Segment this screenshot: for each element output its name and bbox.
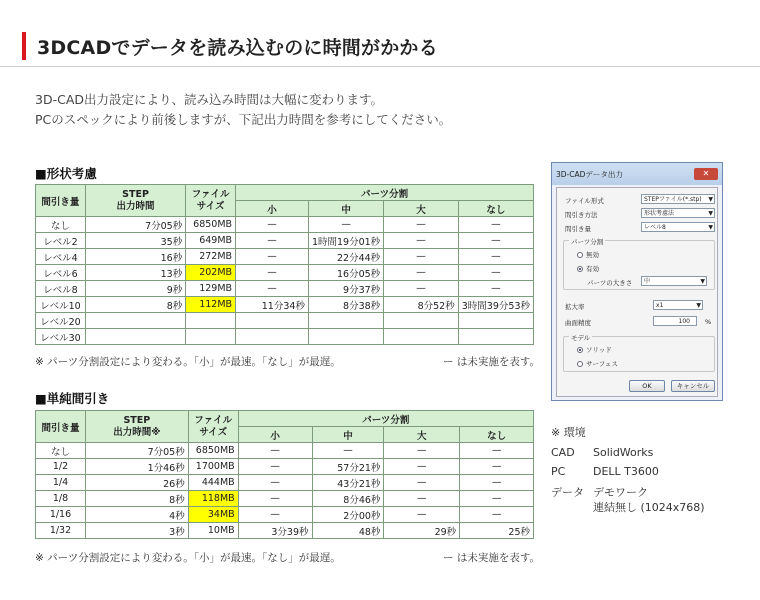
table-row	[36, 297, 534, 313]
table-cell: 6850MB	[186, 217, 236, 233]
table-row	[36, 233, 534, 249]
table-cell: 26秒	[85, 475, 188, 491]
intro-text	[35, 90, 451, 130]
table-cell: —	[384, 249, 459, 265]
table-cell: 29秒	[384, 523, 460, 539]
title-accent-bar	[22, 32, 26, 60]
table-row	[36, 523, 534, 539]
table-cell	[85, 313, 185, 329]
chevron-down-icon: ▼	[696, 302, 701, 309]
table-cell: 57分21秒	[312, 459, 384, 475]
table-cell: —	[236, 249, 309, 265]
precision-unit: %	[705, 318, 712, 326]
radio-surface[interactable]: サーフェス	[577, 359, 618, 368]
thin-amount-label: 間引き量	[565, 225, 591, 233]
header-parts-medium: 中	[312, 427, 384, 443]
header-parts-small: 小	[236, 201, 309, 217]
table-cell: —	[236, 217, 309, 233]
table-cell	[85, 329, 185, 345]
table-cell: レベル20	[36, 313, 86, 329]
table-row	[36, 475, 534, 491]
table-row	[36, 507, 534, 523]
chevron-down-icon: ▼	[708, 210, 713, 217]
table-cell: —	[458, 233, 533, 249]
table-cell: 8秒	[85, 491, 188, 507]
table-cell: —	[238, 443, 312, 459]
table-cell: 2分00秒	[312, 507, 384, 523]
dialog-body	[556, 187, 718, 397]
table-cell: 3秒	[85, 523, 188, 539]
table-row	[36, 217, 534, 233]
table-cell: —	[384, 443, 460, 459]
table-cell: 16秒	[85, 249, 185, 265]
table-cell: 129MB	[186, 281, 236, 297]
file-format-label: ファイル形式	[565, 197, 604, 205]
env-row-pc: PC DELL T3600	[551, 465, 659, 478]
table-cell: 1時間19分01秒	[308, 233, 383, 249]
table-cell	[236, 313, 309, 329]
table-cell	[308, 313, 383, 329]
thin-method-select[interactable]: 形状考慮法 ▼	[641, 208, 715, 218]
table-body	[36, 217, 534, 345]
table-row	[36, 313, 534, 329]
scale-label: 拡大率	[565, 303, 585, 311]
table-cell: 8秒	[85, 297, 185, 313]
table-cell: —	[384, 217, 459, 233]
parts-size-select[interactable]: 中 ▼	[641, 276, 707, 286]
chevron-down-icon: ▼	[700, 278, 705, 285]
table-cell: 444MB	[188, 475, 238, 491]
radio-icon	[577, 252, 583, 258]
table-cell	[384, 329, 459, 345]
table-cell: —	[458, 265, 533, 281]
table-cell: —	[384, 281, 459, 297]
scale-select[interactable]: x1 ▼	[653, 300, 703, 310]
table-cell: —	[458, 249, 533, 265]
header-parts-small: 小	[238, 427, 312, 443]
title-divider	[0, 66, 760, 67]
chevron-down-icon: ▼	[708, 196, 713, 203]
table-cell: —	[460, 459, 534, 475]
table-cell: 3分39秒	[238, 523, 312, 539]
table-cell: 7分05秒	[85, 443, 188, 459]
table-cell: 35秒	[85, 233, 185, 249]
parts-group-label: パーツ分割	[571, 238, 604, 246]
table-cell: 16分05秒	[308, 265, 383, 281]
table-row	[36, 459, 534, 475]
env-row-cad: CAD SolidWorks	[551, 446, 654, 459]
table-cell: 1/16	[36, 507, 86, 523]
header-file-size: ファイル サイズ	[186, 185, 236, 217]
table-cell: —	[384, 459, 460, 475]
cad-export-dialog	[551, 162, 723, 401]
table-cell: 6850MB	[188, 443, 238, 459]
table-cell: —	[384, 475, 460, 491]
table-cell	[458, 329, 533, 345]
table-cell: レベル4	[36, 249, 86, 265]
thin-method-label: 間引き方法	[565, 211, 598, 219]
precision-label: 曲面精度	[565, 319, 591, 327]
header-parts: パーツ分割	[236, 185, 534, 201]
page-title: 3DCADでデータを読み込むのに時間がかかる	[37, 36, 438, 59]
table-cell: 34MB	[188, 507, 238, 523]
table-cell: 4秒	[85, 507, 188, 523]
table-cell: —	[384, 491, 460, 507]
radio-none[interactable]: 無効	[577, 250, 599, 259]
note-left: ※ パーツ分割設定により変わる。「小」が最速。「なし」が最遅。	[35, 552, 341, 564]
table-cell: 118MB	[188, 491, 238, 507]
table-cell: 8分52秒	[384, 297, 459, 313]
cancel-button[interactable]: キャンセル	[671, 380, 715, 392]
table-cell: —	[384, 507, 460, 523]
header-parts-large: 大	[384, 201, 459, 217]
table-cell: —	[238, 507, 312, 523]
thin-amount-select[interactable]: レベル8 ▼	[641, 222, 715, 232]
table-cell: 13秒	[85, 265, 185, 281]
table-cell: —	[460, 443, 534, 459]
table-row	[36, 281, 534, 297]
radio-enabled[interactable]: 有効	[577, 264, 599, 273]
table-cell: 1700MB	[188, 459, 238, 475]
note-left: ※ パーツ分割設定により変わる。「小」が最速。「なし」が最遅。	[35, 356, 341, 368]
section-heading-simple: ■単純間引き	[35, 391, 110, 406]
radio-selected-icon	[577, 347, 583, 353]
table-cell: —	[238, 491, 312, 507]
table-cell: 48秒	[312, 523, 384, 539]
table-cell: —	[460, 491, 534, 507]
header-step-time: STEP 出力時間※	[85, 411, 188, 443]
table-cell: レベル2	[36, 233, 86, 249]
precision-input[interactable]: 100	[653, 316, 697, 326]
table-cell: 25秒	[460, 523, 534, 539]
header-parts-medium: 中	[308, 201, 383, 217]
header-thin: 間引き量	[36, 411, 86, 443]
table-row	[36, 265, 534, 281]
table-cell: —	[238, 475, 312, 491]
note-shape	[35, 354, 540, 369]
simple-thinning-table	[35, 410, 534, 539]
table-row	[36, 443, 534, 459]
table-cell: 7分05秒	[85, 217, 185, 233]
header-file-size: ファイル サイズ	[188, 411, 238, 443]
table-cell: —	[460, 475, 534, 491]
table-cell	[186, 329, 236, 345]
table-cell	[236, 329, 309, 345]
dialog-titlebar	[552, 163, 722, 185]
shape-consideration-table	[35, 184, 534, 345]
radio-icon	[577, 361, 583, 367]
table-cell: なし	[36, 217, 86, 233]
ok-button[interactable]: OK	[629, 380, 665, 392]
table-cell: 1/8	[36, 491, 86, 507]
table-cell: レベル10	[36, 297, 86, 313]
header-thin: 間引き量	[36, 185, 86, 217]
table-cell: 202MB	[186, 265, 236, 281]
header-step-time: STEP 出力時間	[85, 185, 185, 217]
table-cell	[308, 329, 383, 345]
env-data-detail: 連結無し (1024x768)	[593, 501, 705, 514]
section-heading-shape: ■形状考慮	[35, 166, 97, 181]
table-cell: 9秒	[85, 281, 185, 297]
table-cell	[186, 313, 236, 329]
table-cell: 649MB	[186, 233, 236, 249]
table-body	[36, 443, 534, 539]
intro-line-2: PCのスペックにより前後しますが、下記出力時間を参考にしてください。	[35, 112, 452, 127]
table-cell	[458, 313, 533, 329]
env-row-data: データ デモワーク	[551, 486, 648, 499]
table-cell: 3時間39分53秒	[458, 297, 533, 313]
table-cell: 22分44秒	[308, 249, 383, 265]
page-title-block	[22, 32, 438, 60]
table-cell: —	[236, 281, 309, 297]
table-cell: なし	[36, 443, 86, 459]
table-cell: —	[458, 281, 533, 297]
table-cell: 10MB	[188, 523, 238, 539]
table-row	[36, 329, 534, 345]
table-cell: —	[236, 265, 309, 281]
radio-selected-icon	[577, 266, 583, 272]
table-cell: —	[238, 459, 312, 475]
header-parts-none: なし	[460, 427, 534, 443]
header-parts-large: 大	[384, 427, 460, 443]
note-simple	[35, 550, 540, 565]
header-parts-none: なし	[458, 201, 533, 217]
environment-heading: ※ 環境	[551, 426, 586, 439]
table-cell: レベル8	[36, 281, 86, 297]
table-cell: —	[458, 217, 533, 233]
model-group-label: モデル	[571, 334, 591, 342]
chevron-down-icon: ▼	[708, 224, 713, 231]
table-cell: —	[308, 217, 383, 233]
dialog-title: 3D-CADデータ出力	[556, 169, 623, 179]
note-right: ー は未実施を表す。	[443, 356, 540, 368]
table-cell: 1分46秒	[85, 459, 188, 475]
table-cell	[384, 313, 459, 329]
table-cell: —	[312, 443, 384, 459]
close-icon[interactable]: ✕	[694, 168, 718, 180]
file-format-select[interactable]: STEPファイル(*.stp) ▼	[641, 194, 715, 204]
table-cell: レベル30	[36, 329, 86, 345]
header-parts: パーツ分割	[238, 411, 533, 427]
table-row	[36, 249, 534, 265]
table-cell: 112MB	[186, 297, 236, 313]
table-cell: —	[384, 233, 459, 249]
table-cell: 8分38秒	[308, 297, 383, 313]
table-cell: 11分34秒	[236, 297, 309, 313]
table-cell: 272MB	[186, 249, 236, 265]
table-row	[36, 491, 534, 507]
parts-size-label: パーツの大きさ	[587, 279, 633, 287]
intro-line-1: 3D-CAD出力設定により、読み込み時間は大幅に変わります。	[35, 92, 383, 107]
table-cell: 1/2	[36, 459, 86, 475]
table-cell: 9分37秒	[308, 281, 383, 297]
table-cell: —	[460, 507, 534, 523]
table-cell: レベル6	[36, 265, 86, 281]
radio-solid[interactable]: ソリッド	[577, 345, 612, 354]
note-right: ー は未実施を表す。	[443, 552, 540, 564]
table-cell: 8分46秒	[312, 491, 384, 507]
table-cell: —	[384, 265, 459, 281]
table-cell: 1/32	[36, 523, 86, 539]
table-cell: 1/4	[36, 475, 86, 491]
table-cell: —	[236, 233, 309, 249]
table-cell: 43分21秒	[312, 475, 384, 491]
